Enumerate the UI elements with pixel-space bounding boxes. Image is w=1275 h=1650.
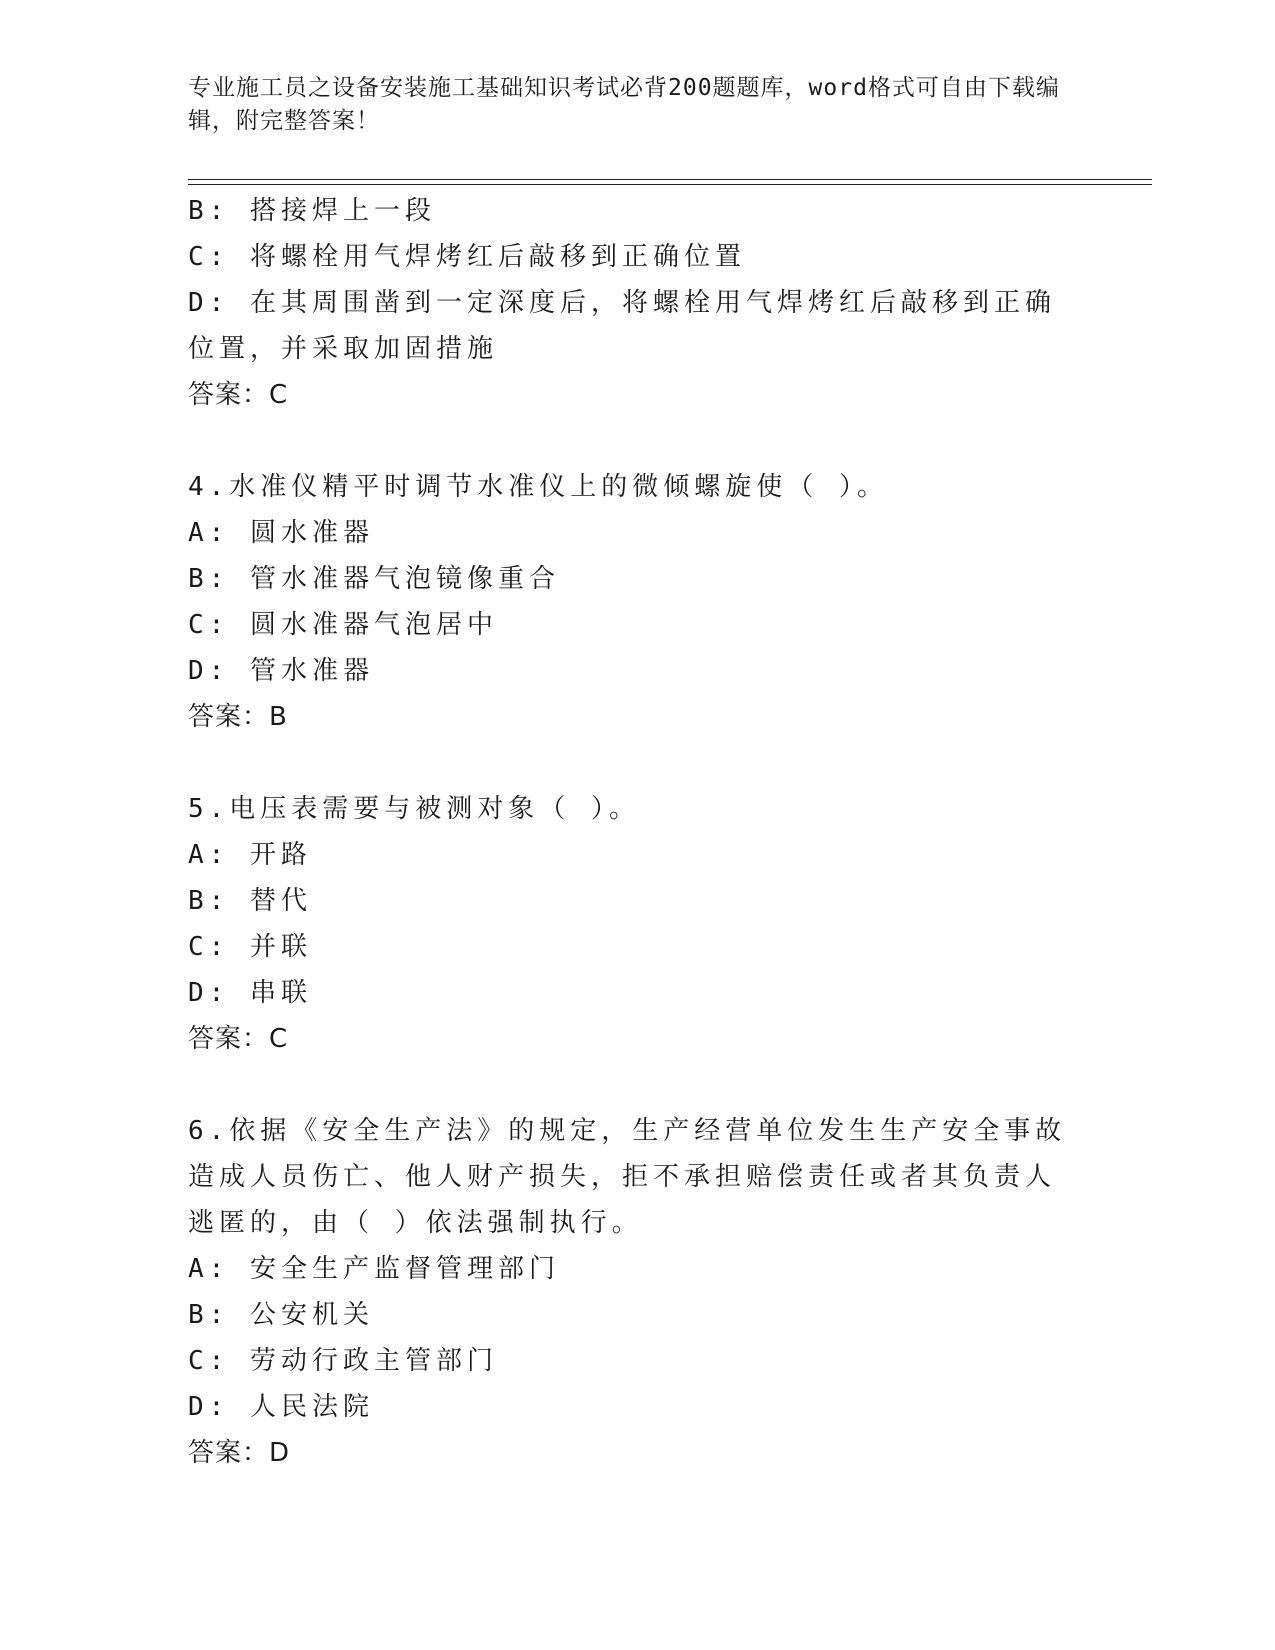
question-3-option-b: B: 搭接焊上一段 bbox=[188, 196, 436, 226]
document-header: 专业施工员之设备安装施工基础知识考试必背200题题库，word格式可自由下载编辑，附完整答案！ bbox=[188, 75, 1060, 134]
question-4-option-b: B: 管水准器气泡镜像重合 bbox=[188, 564, 560, 594]
question-3-answer: 答案：C bbox=[188, 380, 289, 410]
question-4-option-a: A: 圆水准器 bbox=[188, 518, 374, 548]
document-body bbox=[188, 188, 1088, 1476]
question-5-option-b: B: 替代 bbox=[188, 886, 312, 916]
question-4-text: 4.水准仪精平时调节水准仪上的微倾螺旋使（ ）。 bbox=[188, 472, 888, 502]
question-4-answer: 答案：B bbox=[188, 702, 288, 732]
header-rule-bottom bbox=[188, 184, 1152, 185]
question-5-option-d: D: 串联 bbox=[188, 978, 312, 1008]
question-5-answer: 答案：C bbox=[188, 1024, 289, 1054]
question-6-text: 6.依据《安全生产法》的规定，生产经营单位发生生产安全事故造成人员伤亡、他人财产损失，拒不承担赔偿责任或者其负责人逃匿的，由（ ）依法强制执行。 bbox=[188, 1116, 1067, 1238]
question-6-option-c: C: 劳动行政主管部门 bbox=[188, 1346, 498, 1376]
question-3-option-d: D: 在其周围凿到一定深度后，将螺栓用气焊烤红后敲移到正确位置，并采取加固措施 bbox=[188, 288, 1056, 364]
question-5-option-c: C: 并联 bbox=[188, 932, 312, 962]
question-5 bbox=[188, 786, 1088, 1062]
question-6-answer: 答案：D bbox=[188, 1438, 291, 1468]
question-4 bbox=[188, 464, 1088, 740]
question-5-option-a: A: 开路 bbox=[188, 840, 312, 870]
question-3-continued bbox=[188, 188, 1088, 418]
question-4-option-c: C: 圆水准器气泡居中 bbox=[188, 610, 498, 640]
question-6-option-a: A: 安全生产监督管理部门 bbox=[188, 1254, 560, 1284]
question-6-option-b: B: 公安机关 bbox=[188, 1300, 374, 1330]
question-5-text: 5.电压表需要与被测对象（ ）。 bbox=[188, 794, 640, 824]
question-4-option-d: D: 管水准器 bbox=[188, 656, 374, 686]
question-6 bbox=[188, 1108, 1088, 1476]
header-rule-top bbox=[188, 179, 1152, 180]
question-6-option-d: D: 人民法院 bbox=[188, 1392, 374, 1422]
question-3-option-c: C: 将螺栓用气焊烤红后敲移到正确位置 bbox=[188, 242, 746, 272]
